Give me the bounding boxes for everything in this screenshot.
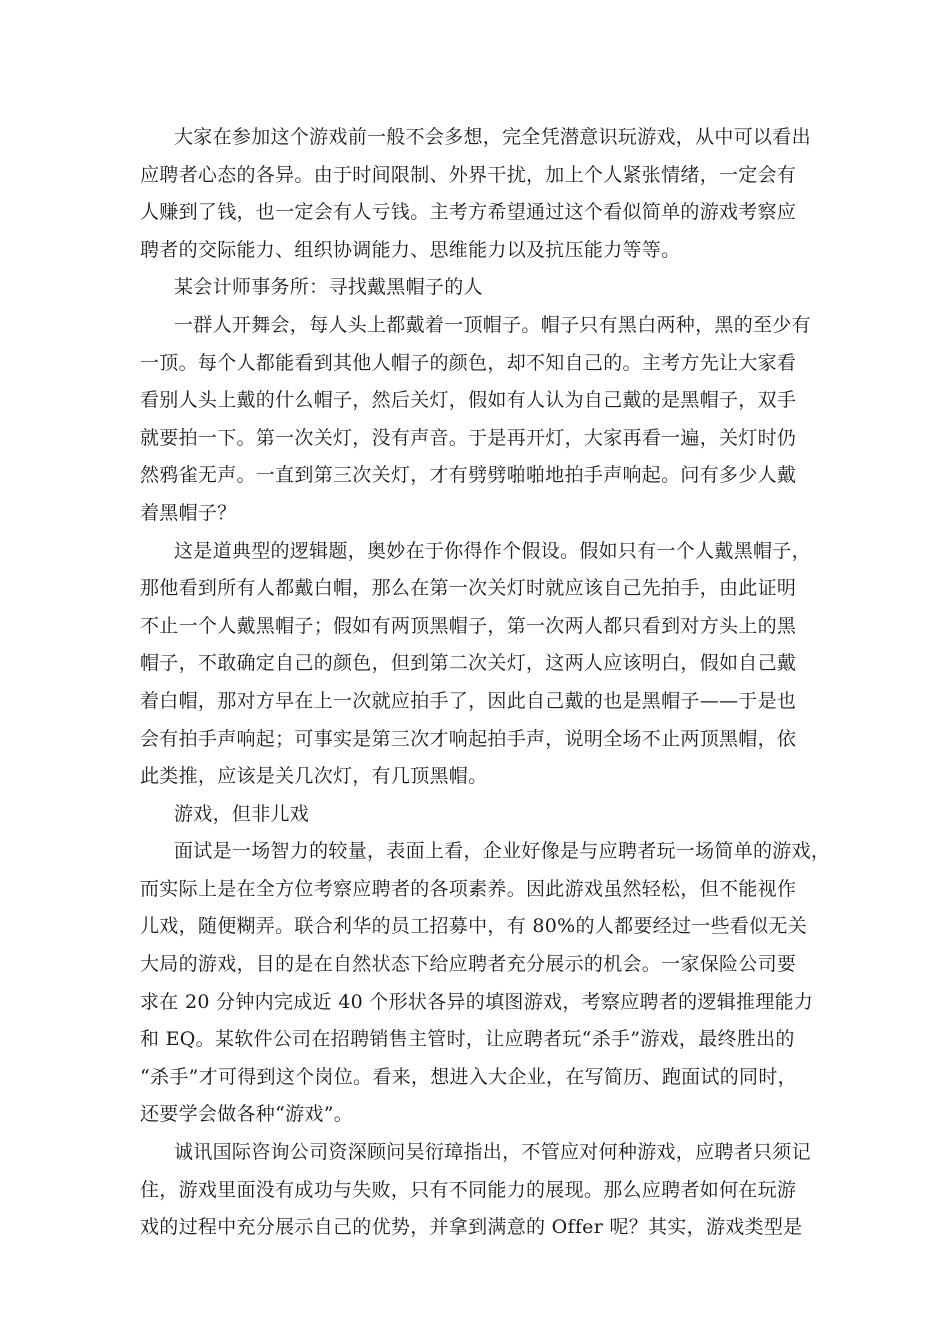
text-line: 会有拍手声响起；可事实是第三次才响起拍手声，说明全场不止两顶黑帽，依 xyxy=(140,727,797,750)
text-line: 一顶。每个人都能看到其他人帽子的颜色，却不知自己的。主考方先让大家看 xyxy=(140,351,797,374)
text-line: 戏的过程中充分展示自己的优势，并拿到满意的 Offer 呢？其实，游戏类型是 xyxy=(140,1216,803,1239)
text-line: 大局的游戏，目的是在自然状态下给应聘者充分展示的机会。一家保险公司要 xyxy=(140,953,797,976)
text-line: 然鸦雀无声。一直到第三次关灯，才有劈劈啪啪地拍手声响起。问有多少人戴 xyxy=(140,464,797,487)
section-heading-text: 游戏，但非儿戏 xyxy=(174,802,310,825)
section-heading-game xyxy=(140,796,820,834)
text-line: 求在 20 分钟内完成近 40 个形状各异的填图游戏，考察应聘者的逻辑推理能力 xyxy=(140,990,814,1013)
paragraph-1 xyxy=(140,119,820,269)
paragraph-5 xyxy=(140,1134,820,1247)
text-line: 此类推，应该是关几次灯，有几顶黑帽。 xyxy=(140,765,488,788)
text-line: 那他看到所有人都戴白帽，那么在第一次关灯时就应该自己先拍手，由此证明 xyxy=(140,577,797,600)
text-line: 就要拍一下。第一次关灯，没有声音。于是再开灯，大家再看一遍，关灯时仍 xyxy=(140,426,797,449)
text-line: 聘者的交际能力、组织协调能力、思维能力以及抗压能力等等。 xyxy=(140,238,681,261)
section-heading-accounting-firm xyxy=(140,269,820,307)
text-line: 着白帽，那对方早在上一次就应拍手了，因此自己戴的也是黑帽子——于是也 xyxy=(140,689,797,712)
text-line: 诚讯国际咨询公司资深顾问吴衍璋指出，不管应对何种游戏，应聘者只须记 xyxy=(174,1141,811,1164)
text-line: 看别人头上戴的什么帽子，然后关灯，假如有人认为自己戴的是黑帽子，双手 xyxy=(140,389,797,412)
text-line: 这是道典型的逻辑题，奥妙在于你得作个假设。假如只有一个人戴黑帽子， xyxy=(174,539,811,562)
text-line: 而实际上是在全方位考察应聘者的各项素养。因此游戏虽然轻松，但不能视作 xyxy=(140,877,797,900)
text-line: 大家在参加这个游戏前一般不会多想，完全凭潜意识玩游戏，从中可以看出 xyxy=(174,126,811,148)
document-body xyxy=(140,119,831,1247)
text-line: 帽子，不敢确定自己的颜色，但到第二次关灯，这两人应该明白，假如自己戴 xyxy=(140,652,797,675)
paragraph-3 xyxy=(140,533,820,796)
text-line: 一群人开舞会，每人头上都戴着一顶帽子。帽子只有黑白两种，黑的至少有 xyxy=(174,313,811,336)
text-line: 人赚到了钱，也一定会有人亏钱。主考方希望通过这个看似简单的游戏考察应 xyxy=(140,201,797,224)
section-heading-text: 某会计师事务所：寻找戴黑帽子的人 xyxy=(174,276,483,299)
text-line: 着黑帽子？ xyxy=(140,501,237,524)
text-line: 和 EQ。某软件公司在招聘销售主管时，让应聘者玩“杀手”游戏，最终胜出的 xyxy=(140,1028,795,1051)
paragraph-4 xyxy=(140,833,831,1134)
text-line: 还要学会做各种“游戏”。 xyxy=(140,1103,354,1126)
text-line: 儿戏，随便糊弄。联合利华的员工招募中，有 80%的人都要经过一些看似无关 xyxy=(140,915,808,938)
text-line: “杀手”才可得到这个岗位。看来，想进入大企业，在写简历、跑面试的同时， xyxy=(140,1065,797,1088)
text-line: 面试是一场智力的较量，表面上看，企业好像是与应聘者玩一场简单的游戏， xyxy=(174,840,831,863)
text-line: 不止一个人戴黑帽子；假如有两顶黑帽子，第一次两人都只看到对方头上的黑 xyxy=(140,614,797,637)
paragraph-2 xyxy=(140,307,820,533)
text-line: 住，游戏里面没有成功与失败，只有不同能力的展现。那么应聘者如何在玩游 xyxy=(140,1178,797,1201)
text-line: 应聘者心态的各异。由于时间限制、外界干扰，加上个人紧张情绪，一定会有 xyxy=(140,163,797,186)
